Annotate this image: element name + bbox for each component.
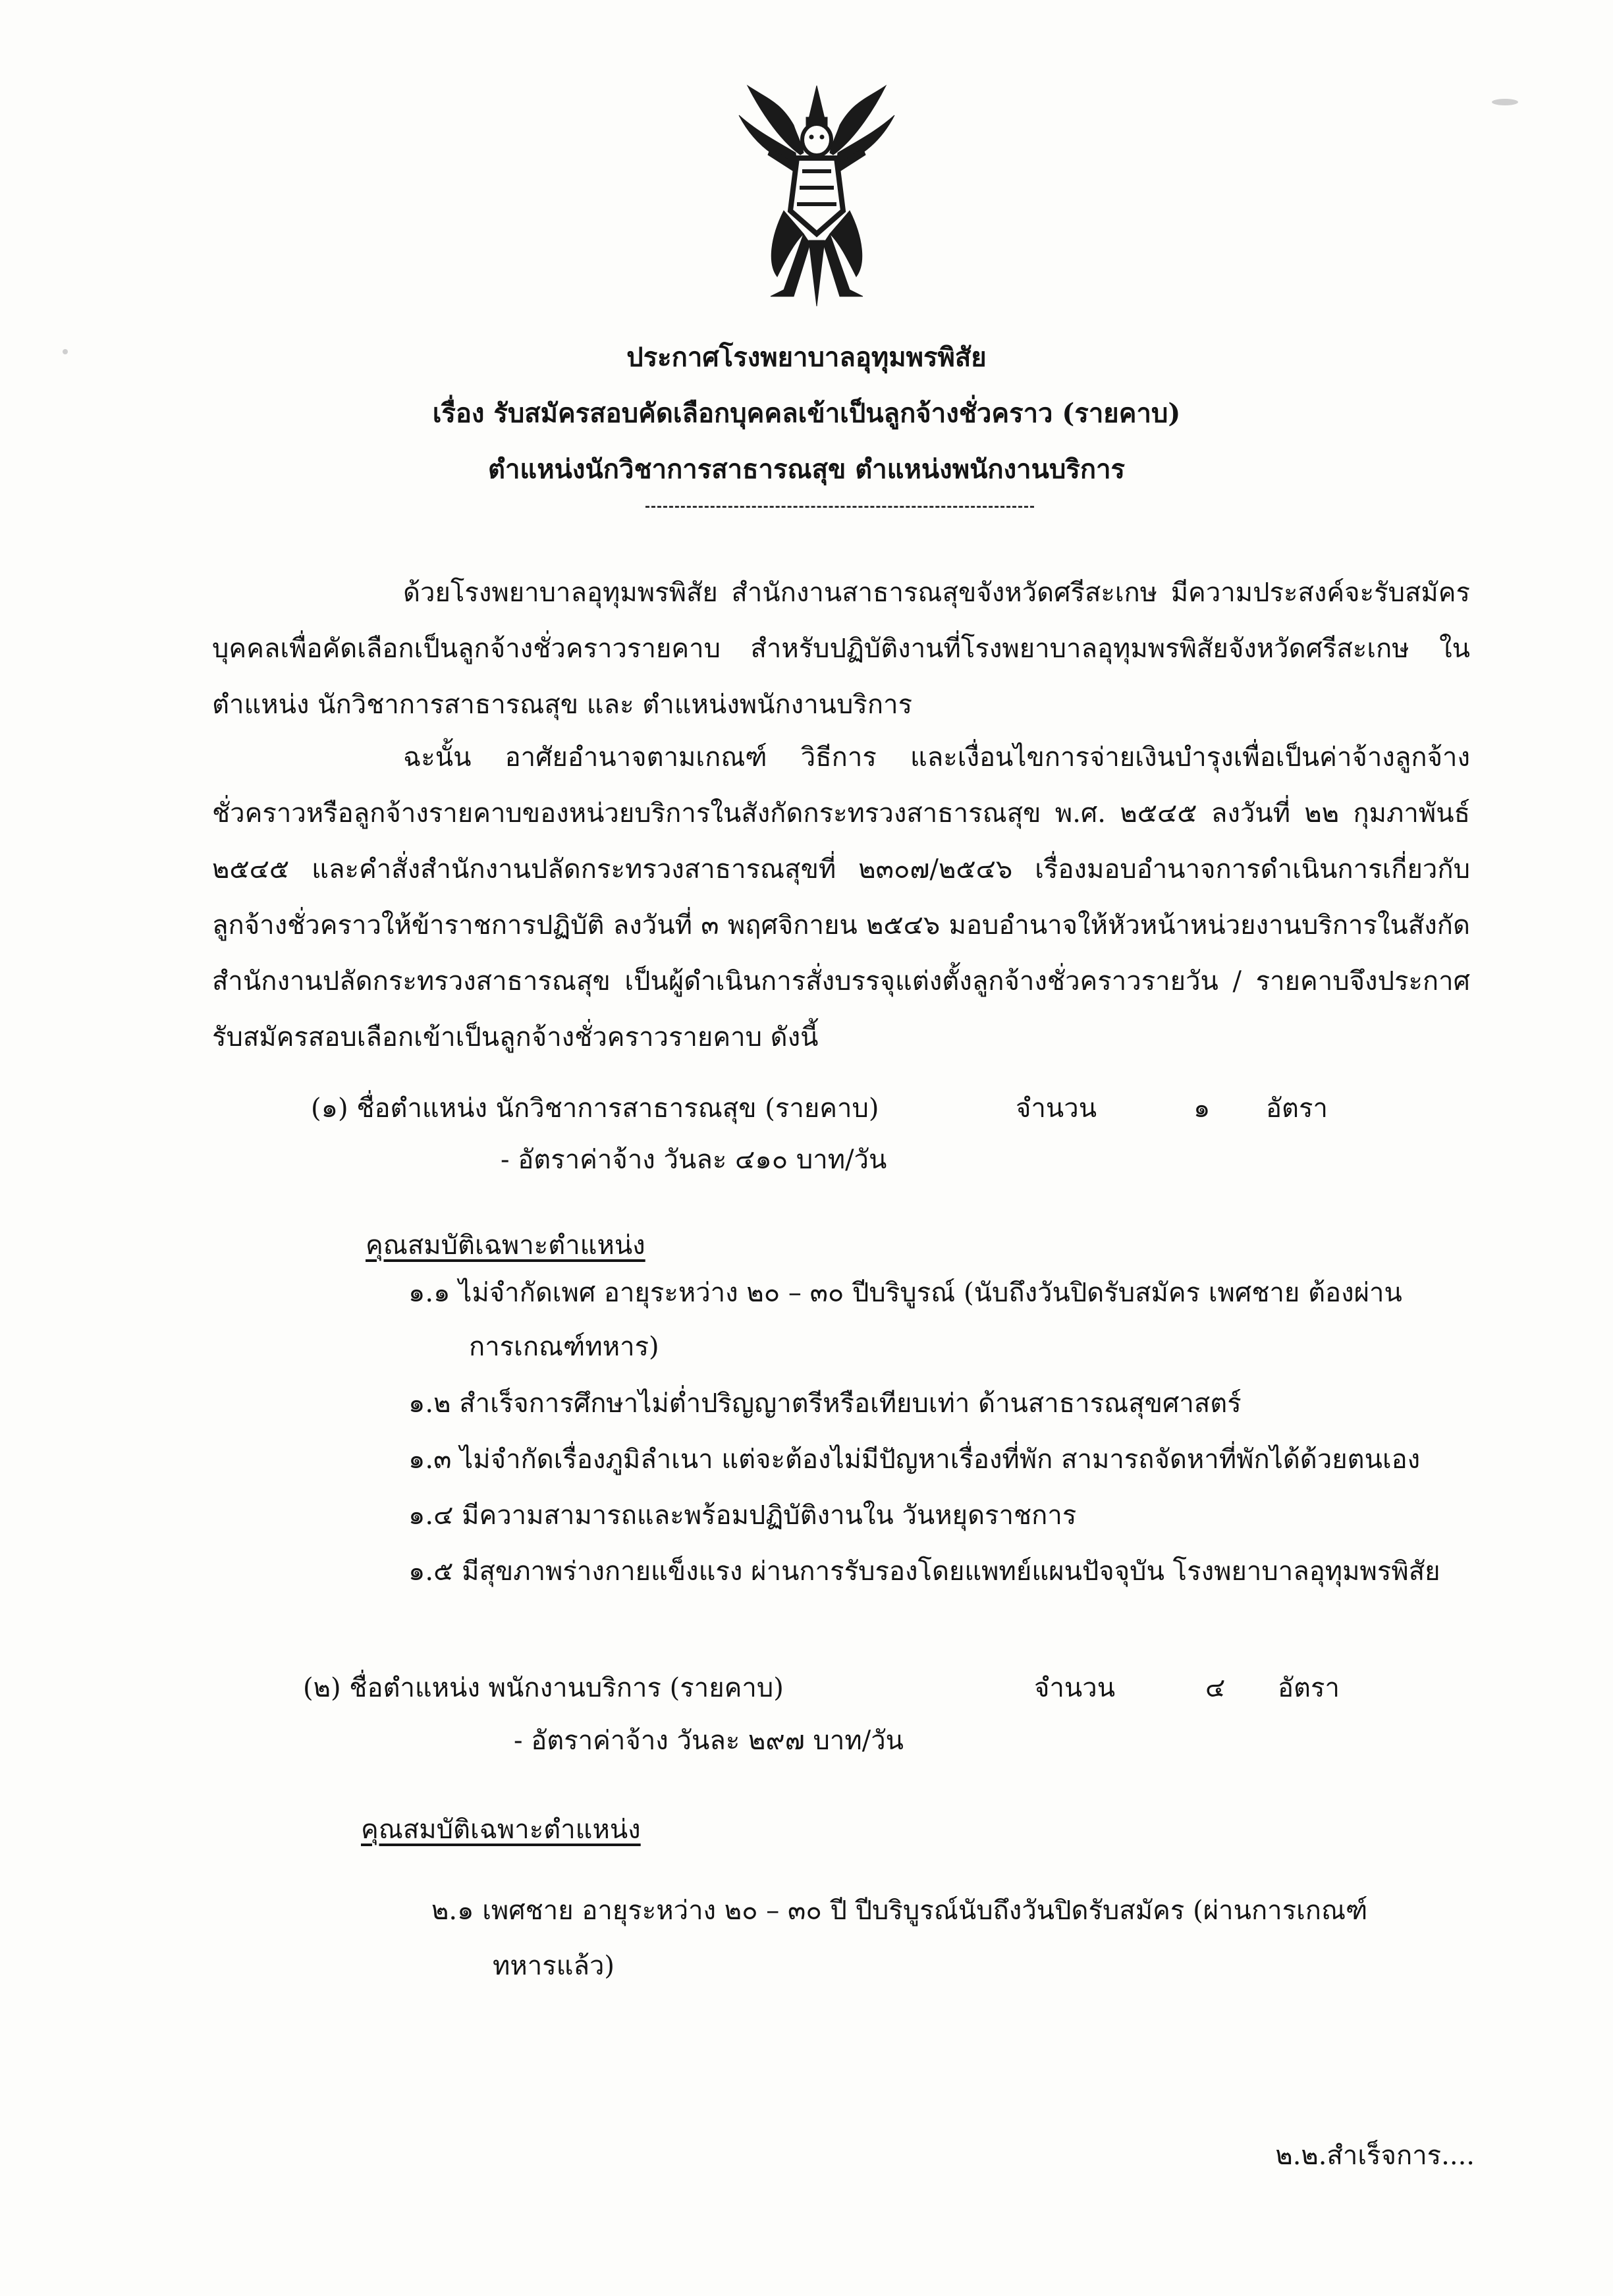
announcement-positions: ตำแหน่งนักวิชาการสาธารณสุข ตำแหน่งพนักงานบริการ <box>487 454 1126 485</box>
announcement-subject: เรื่อง รับสมัครสอบคัดเลือกบุคคลเข้าเป็นลูกจ้างชั่วคราว (รายคาบ) <box>432 398 1181 429</box>
position-1-row <box>311 1087 1352 1126</box>
position-2-unit: อัตรา <box>1278 1673 1340 1703</box>
header-divider <box>645 506 1034 508</box>
paragraph-intro: ด้วยโรงพยาบาลอุทุมพรพิสัย สำนักงานสาธารณสุขจังหวัดศรีสะเกษ มีความประสงค์จะรับสมัครบุคคลเพื่อคัดเลือกเป็นลูกจ้างชั่วคราวรายคาบ สำหรับปฏิบัติงานที่โรงพยาบาลอุทุมพรพิสัยจังหวัดศรีสะเกษ ในตำแหน่ง นักวิชาการสาธารณสุข และ ตำแหน่งพนักงานบริการ <box>212 578 1470 720</box>
position-1-count: ๑ <box>1193 1093 1211 1124</box>
scan-speck <box>63 349 68 354</box>
position-1-count-label: จำนวน <box>1016 1093 1097 1124</box>
scan-speck <box>1492 99 1518 105</box>
position-1-wage: - อัตราค่าจ้าง วันละ ๔๑๐ บาท/วัน <box>501 1145 887 1175</box>
position-2-row <box>303 1666 1344 1706</box>
paragraph-authority: ฉะนั้น อาศัยอำนาจตามเกณฑ์ วิธีการ และเงื่อนไขการจ่ายเงินบำรุงเพื่อเป็นค่าจ้างลูกจ้างชั่วคราวหรือลูกจ้างรายคาบของหน่วยบริการในสังกัดกระทรวงสาธารณสุข พ.ศ. ๒๕๔๕ ลงวันที่ ๒๒ กุมภาพันธ์ ๒๕๔๕ และคำสั่งสำนักงานปลัดกระทรวงสาธารณสุขที่ ๒๓๐๗/๒๕๔๖ เรื่องมอบอำนาจการดำเนินการเกี่ยวกับลูกจ้างชั่วคราวให้ข้าราชการปฏิบัติ ลงวันที่ ๓ พฤศจิกายน ๒๕๔๖ มอบอำนาจให้หัวหน้าหน่วยงานบริการในสังกัดสำนักงานปลัดกระทรวงสาธารณสุข เป็นผู้ดำเนินการสั่งบรรจุแต่งตั้งลูกจ้างชั่วคราวรายวัน / รายคาบจึงประกาศรับสมัครสอบเลือกเข้าเป็นลูกจ้างชั่วคราวรายคาบ ดังนี้ <box>212 742 1470 1052</box>
position-1-qual-item: ๑.๔ มีความสามารถและพร้อมปฏิบัติงานใน วันหยุดราชการ <box>408 1500 1077 1531</box>
garuda-emblem-icon <box>731 79 902 316</box>
position-2-qual-heading: คุณสมบัติเฉพาะตำแหน่ง <box>361 1815 641 1845</box>
position-1-qual-item: ๑.๒ สำเร็จการศึกษาไม่ต่ำปริญญาตรีหรือเทียบเท่า ด้านสาธารณสุขศาสตร์ <box>408 1388 1242 1419</box>
position-1-label: (๑) ชื่อตำแหน่ง นักวิชาการสาธารณสุข (รายคาบ) <box>311 1093 879 1124</box>
position-1-qual-item: การเกณฑ์ทหาร) <box>469 1332 659 1362</box>
position-2-qual-item: ทหารแล้ว) <box>493 1951 615 1981</box>
position-1-qual-item: ๑.๑ ไม่จำกัดเพศ อายุระหว่าง ๒๐ – ๓๐ ปีบริบูรณ์ (นับถึงวันปิดรับสมัคร เพศชาย ต้องผ่าน <box>408 1278 1402 1308</box>
position-2-qual-item: ๒.๑ เพศชาย อายุระหว่าง ๒๐ – ๓๐ ปี ปีบริบูรณ์นับถึงวันปิดรับสมัคร (ผ่านการเกณฑ์ <box>431 1896 1368 1926</box>
announcement-title: ประกาศโรงพยาบาลอุทุมพรพิสัย <box>626 342 987 373</box>
position-2-count-label: จำนวน <box>1034 1673 1116 1703</box>
position-2-label: (๒) ชื่อตำแหน่ง พนักงานบริการ (รายคาบ) <box>303 1673 784 1703</box>
page-continuation: ๒.๒.สำเร็จการ.... <box>1275 2141 1475 2171</box>
position-2-count: ๔ <box>1205 1673 1226 1703</box>
position-1-unit: อัตรา <box>1266 1093 1328 1124</box>
position-2-wage: - อัตราค่าจ้าง วันละ ๒๙๗ บาท/วัน <box>514 1726 904 1756</box>
position-1-qual-item: ๑.๓ ไม่จำกัดเรื่องภูมิลำเนา แต่จะต้องไม่มีปัญหาเรื่องที่พัก สามารถจัดหาที่พักได้ด้วยตนเอง <box>408 1444 1421 1475</box>
position-1-qual-item: ๑.๕ มีสุขภาพร่างกายแข็งแรง ผ่านการรับรองโดยแพทย์แผนปัจจุบัน โรงพยาบาลอุทุมพรพิสัย <box>408 1556 1440 1587</box>
position-1-qual-heading: คุณสมบัติเฉพาะตำแหน่ง <box>366 1230 645 1261</box>
